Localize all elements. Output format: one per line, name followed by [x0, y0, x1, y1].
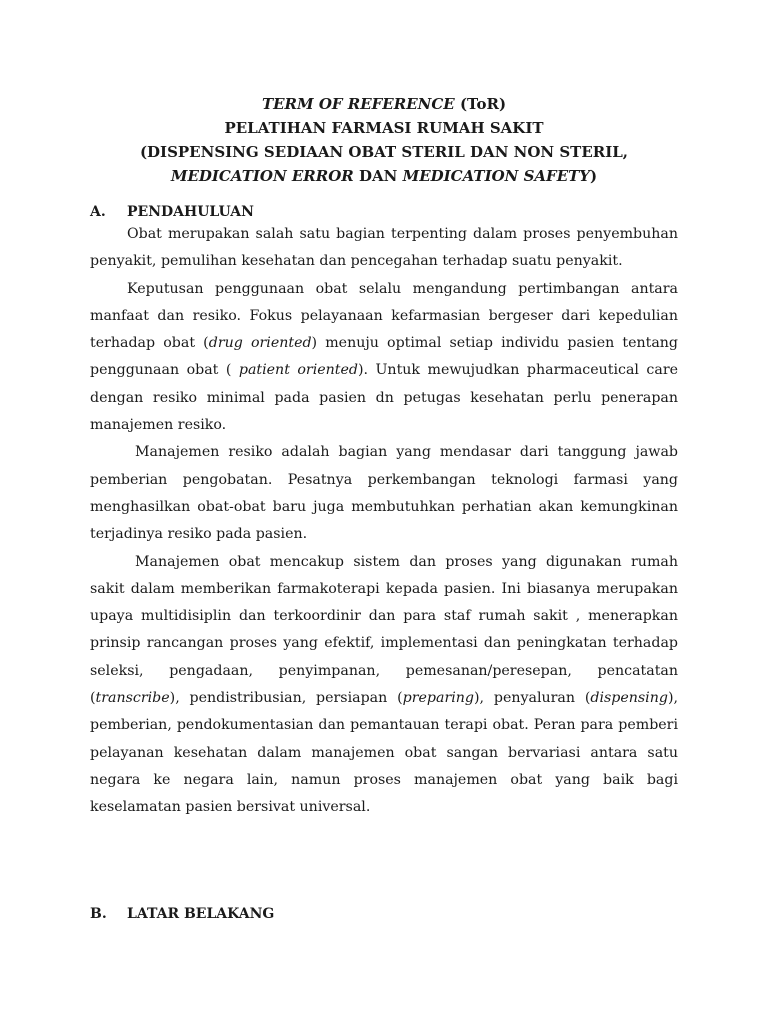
section-b-heading	[90, 906, 274, 922]
title-medication-error: MEDICATION ERROR	[170, 167, 354, 185]
paragraph-2-italic-drug-oriented: drug oriented	[208, 335, 312, 352]
title-medication-safety: MEDICATION SAFETY	[402, 167, 591, 185]
paragraph-4-text-d: ), pemberian, pendokumentasian dan pemantauan terapi obat. Peran para pemberi pelayanan kesehatan dalam manajemen obat sangan bervariasi antara satu negara ke negara lain, namun proses manajemen obat yang baik bagi keselamatan pasien bersivat universal.	[90, 690, 678, 816]
paragraph-4-italic-dispensing: dispensing	[590, 690, 668, 707]
paragraph-2	[90, 276, 678, 440]
paragraph-4-text-c: ), penyaluran (	[473, 690, 591, 707]
title-dan: DAN	[353, 167, 403, 185]
paragraph-3: Manajemen resiko adalah bagian yang mendasar dari tanggung jawab pemberian pengobatan. Pesatnya perkembangan teknologi farmasi yang menghasilkan obat-obat baru juga membutuhkan perhatian akan kemungkinan terjadinya resiko pada pasien.	[90, 444, 678, 543]
section-b-letter: B.	[90, 906, 107, 922]
title-close-paren: )	[590, 167, 598, 185]
section-a-letter: A.	[90, 204, 106, 220]
title-tor: (ToR)	[454, 95, 507, 113]
paragraph-4-text-b: ), pendistribusian, persiapan (	[169, 690, 403, 707]
section-a-title: PENDAHULUAN	[127, 204, 254, 220]
paragraph-4-italic-transcribe: transcribe	[95, 690, 170, 707]
section-b-title: LATAR BELAKANG	[127, 906, 275, 922]
paragraph-2-text-a: Keputusan penggunaan obat selalu mengandung pertimbangan antara manfaat dan resiko. Fokus pelayanaan kefarmasian bergeser dari kepedulian terhadap obat (	[90, 280, 678, 352]
paragraph-4-text-a: Manajemen obat mencakup sistem dan proses yang digunakan rumah sakit dalam memberikan farmakoterapi kepada pasien. Ini biasanya merupakan upaya multidisiplin dan terkoordinir dan para staf rumah sakit , menerapkan prinsip rancangan proses yang efektif, implementasi dan peningkatan terhadap seleksi, pengadaan, penyimpanan, pemesanan/peresepan, pencatatan (	[90, 553, 678, 707]
paragraph-2-text-c: ). Untuk mewujudkan pharmaceutical care dengan resiko minimal pada pasien dn petugas kesehatan perlu penerapan manajemen resiko.	[90, 362, 678, 434]
paragraph-1: Obat merupakan salah satu bagian terpenting dalam proses penyembuhan penyakit, pemulihan kesehatan dan pencegahan terhadap suatu penyakit.	[90, 226, 678, 270]
paragraph-4-italic-preparing: preparing	[402, 690, 474, 707]
document-title	[0, 92, 768, 188]
title-line-3: (DISPENSING SEDIAAN OBAT STERIL DAN NON STERIL,	[139, 143, 629, 161]
paragraph-2-italic-patient-oriented: patient oriented	[238, 362, 358, 379]
section-a-body	[90, 221, 678, 822]
title-line-1	[0, 92, 768, 116]
paragraph-2-text-b: ) menuju optimal setiap individu pasien tentang penggunaan obat (	[90, 335, 678, 379]
title-term-of-reference: TERM OF REFERENCE	[261, 95, 455, 113]
paragraph-4	[90, 549, 678, 822]
title-line-4	[0, 164, 768, 188]
section-a-heading	[90, 204, 254, 220]
title-line-2: PELATIHAN FARMASI RUMAH SAKIT	[224, 119, 544, 137]
